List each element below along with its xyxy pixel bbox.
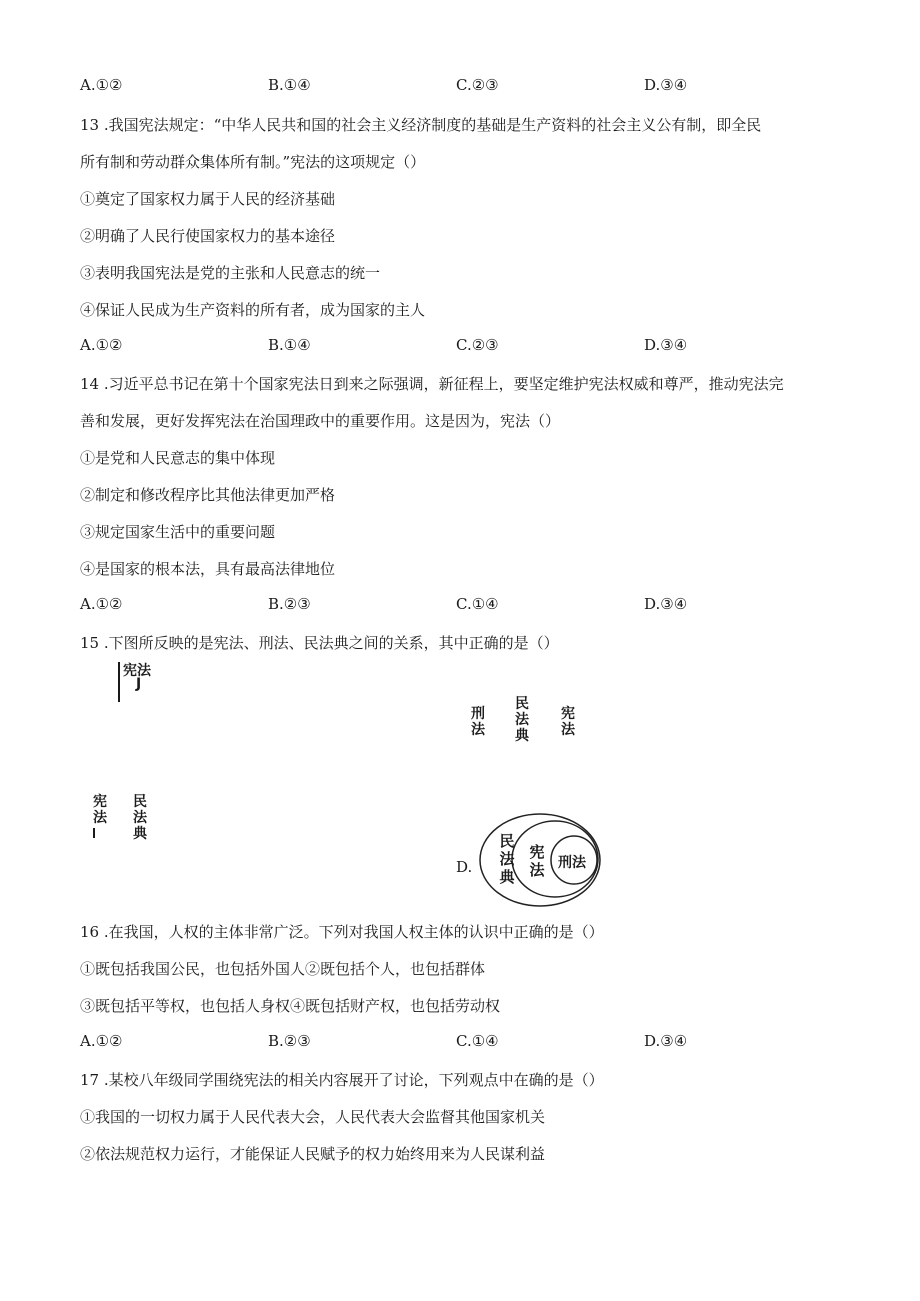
q15-figure-c[interactable] (90, 794, 160, 846)
q13-item-3: ③表明我国宪法是党的主张和人民意志的统一 (80, 264, 381, 282)
q12-options (80, 76, 840, 98)
q13-option-a[interactable]: A.①② (80, 336, 123, 354)
q16-items-line2: ③既包括平等权，也包括人身权④既包括财产权，也包括劳动权 (80, 997, 501, 1015)
q16-option-d[interactable]: D.③④ (644, 1032, 688, 1050)
q13-item-2: ②明确了人民行使国家权力的基本途径 (80, 227, 336, 245)
figure-a-bracket-line (118, 662, 120, 702)
q13-options (80, 336, 840, 358)
q16-option-b[interactable]: B.②③ (268, 1032, 311, 1050)
q12-option-d[interactable]: D.③④ (644, 76, 688, 94)
figure-c-word-1: 宪法 (93, 794, 107, 826)
q14-option-d[interactable]: D.③④ (644, 595, 688, 613)
figure-d-inner-label: 刑法 (558, 855, 586, 871)
q14-stem-line2: 善和发展，更好发挥宪法在治国理政中的重要作用。这是因为，宪法（） (80, 412, 561, 430)
q14-item-1: ①是党和人民意志的集中体现 (80, 449, 276, 467)
q13-option-b[interactable]: B.①④ (268, 336, 311, 354)
q13-stem-line1: 13 .我国宪法规定：“中华人民共和国的社会主义经济制度的基础是生产资料的社会主义公有制，即全民 (80, 116, 762, 134)
q17-stem: 17 .某校八年级同学围绕宪法的相关内容展开了讨论，下列观点中在确的是（） (80, 1071, 604, 1089)
q15-figure-b[interactable] (470, 696, 590, 748)
q12-option-c[interactable]: C.②③ (456, 76, 499, 94)
q16-option-a[interactable]: A.①② (80, 1032, 123, 1050)
q12-option-a[interactable]: A.①② (80, 76, 123, 94)
q14-option-a[interactable]: A.①② (80, 595, 123, 613)
q13-stem-line2: 所有制和劳动群众集体所有制。”宪法的这项规定（） (80, 153, 426, 171)
q16-stem: 16 .在我国，人权的主体非常广泛。下列对我国人权主体的认识中正确的是（） (80, 923, 604, 941)
figure-a-mark: J (136, 676, 142, 692)
figure-b-word-3: 宪法 (561, 706, 575, 738)
q15-stem: 15 .下图所反映的是宪法、刑法、民法典之间的关系，其中正确的是（） (80, 634, 559, 652)
q12-option-b[interactable]: B.①④ (268, 76, 311, 94)
q13-option-c[interactable]: C.②③ (456, 336, 499, 354)
figure-a-label: 宪法 (123, 663, 151, 679)
q14-item-4: ④是国家的根本法，具有最高法律地位 (80, 560, 336, 578)
figure-c-word-2: 民法典 (133, 794, 147, 842)
q13-item-1: ①奠定了国家权力属于人民的经济基础 (80, 190, 336, 208)
figure-d-outer-label: 民法典 (499, 832, 515, 886)
q16-items-line1: ①既包括我国公民，也包括外国人②既包括个人，也包括群体 (80, 960, 486, 978)
q17-item-1: ①我国的一切权力属于人民代表大会，人民代表大会监督其他国家机关 (80, 1108, 546, 1126)
figure-c-tick (93, 828, 95, 838)
q14-option-c[interactable]: C.①④ (456, 595, 499, 613)
figure-b-word-2: 民法典 (515, 696, 529, 744)
q14-item-2: ②制定和修改程序比其他法律更加严格 (80, 486, 336, 504)
figure-b-word-1: 刑法 (471, 706, 485, 738)
q14-item-3: ③规定国家生活中的重要问题 (80, 523, 276, 541)
q17-item-2: ②依法规范权力运行，才能保证人民赋予的权力始终用来为人民谋利益 (80, 1145, 546, 1163)
figure-d-letter[interactable]: D. (456, 858, 473, 876)
figure-d-middle-label: 宪法 (529, 843, 545, 879)
q14-options (80, 595, 840, 617)
q14-option-b[interactable]: B.②③ (268, 595, 311, 613)
q13-option-d[interactable]: D.③④ (644, 336, 688, 354)
q13-item-4: ④保证人民成为生产资料的所有者，成为国家的主人 (80, 301, 426, 319)
q16-options (80, 1032, 840, 1054)
q14-stem-line1: 14 .习近平总书记在第十个国家宪法日到来之际强调，新征程上，要坚定维护宪法权威和尊严，推动宪法完 (80, 375, 784, 393)
q15-figure-a[interactable] (118, 660, 158, 702)
q15-figure-d[interactable] (478, 812, 602, 908)
q16-option-c[interactable]: C.①④ (456, 1032, 499, 1050)
